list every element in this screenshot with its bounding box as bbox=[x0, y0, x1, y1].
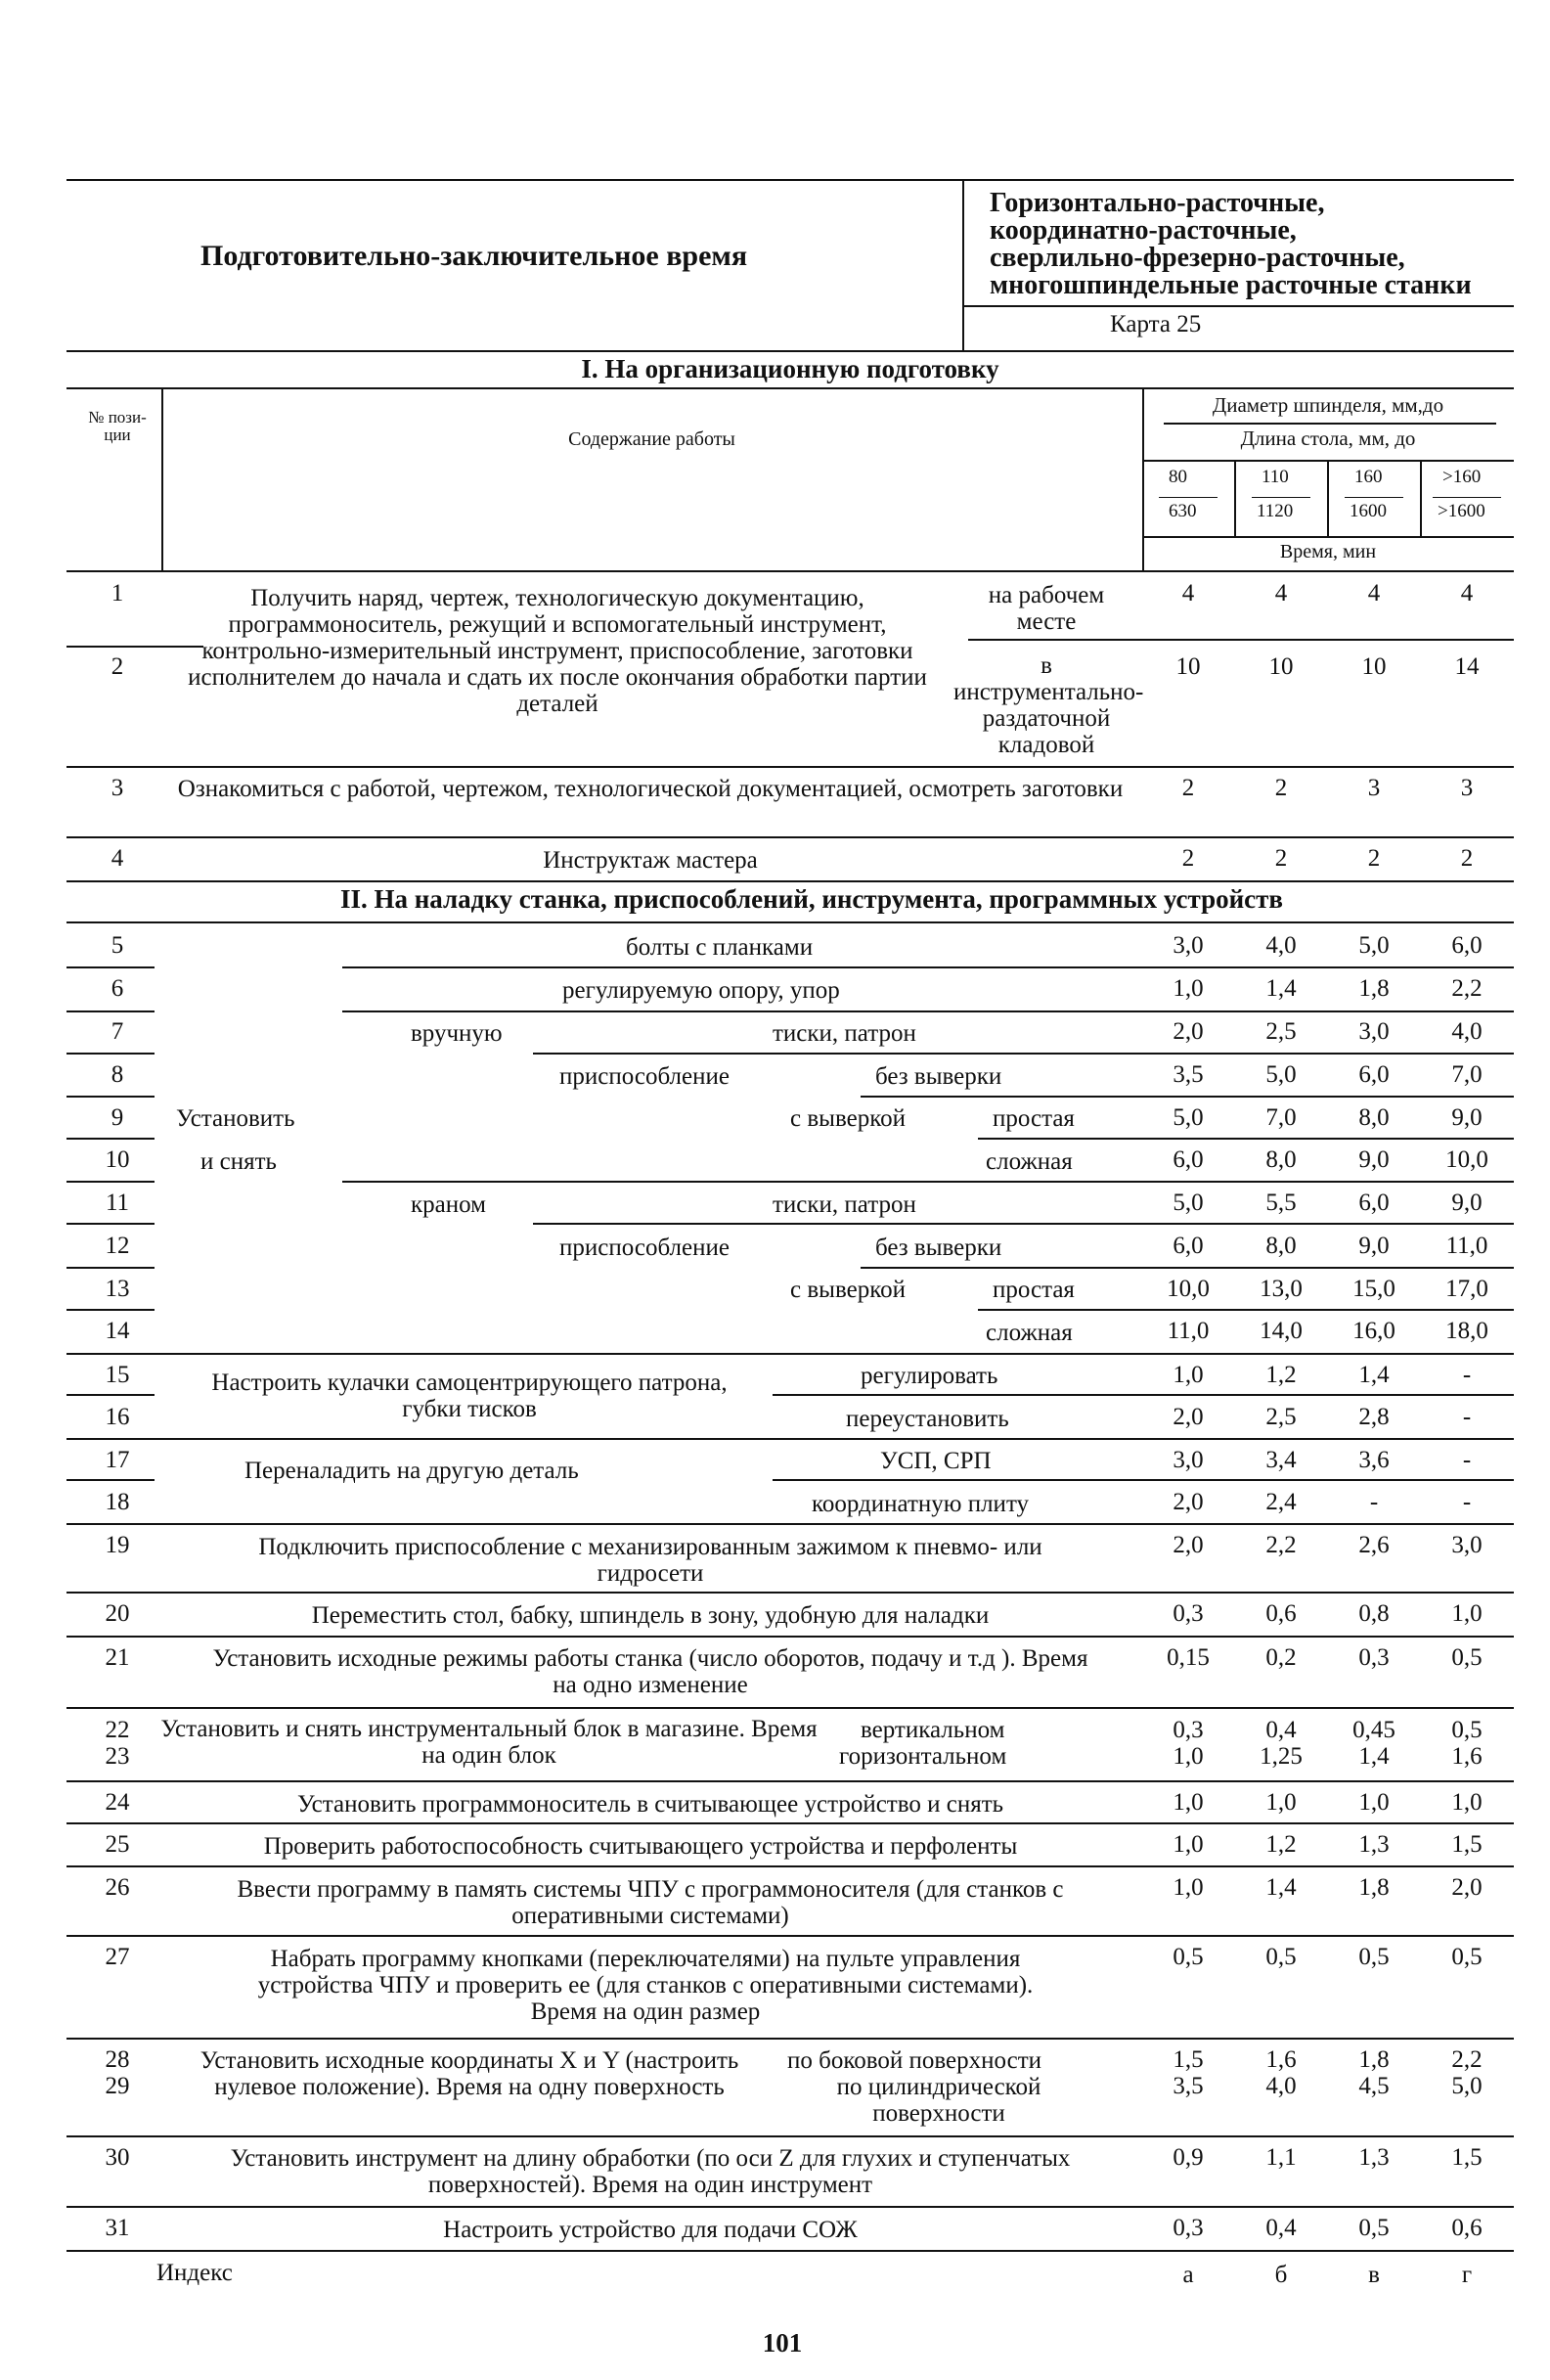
size-3-top: 160 bbox=[1354, 467, 1383, 487]
row-19-v4: 3,0 bbox=[1451, 1532, 1483, 1558]
row-10-v2: 8,0 bbox=[1265, 1146, 1297, 1173]
row-number-22: 22 bbox=[105, 1717, 130, 1743]
reinstall-label: переустановить bbox=[846, 1406, 1009, 1432]
row-26-v2: 1,4 bbox=[1265, 1874, 1297, 1901]
row-6-v4: 2,2 bbox=[1451, 975, 1483, 1002]
row-27-v4: 0,5 bbox=[1451, 1944, 1483, 1970]
row-1-v4: 4 bbox=[1460, 580, 1474, 606]
row-26-v4: 2,0 bbox=[1451, 1874, 1483, 1901]
with-align-crane: с выверкой bbox=[790, 1277, 906, 1303]
row-17-v1: 3,0 bbox=[1173, 1447, 1204, 1473]
row-25-v4: 1,5 bbox=[1451, 1831, 1483, 1858]
machine-type-3: сверлильно-фрезерно-расточные, bbox=[990, 243, 1405, 273]
row-30-v4: 1,5 bbox=[1451, 2144, 1483, 2171]
row-number-18: 18 bbox=[105, 1489, 130, 1515]
row-11-v4: 9,0 bbox=[1451, 1190, 1483, 1216]
row-30-v2: 1,1 bbox=[1265, 2144, 1297, 2171]
horizontal-label: горизонтальном bbox=[839, 1743, 1007, 1770]
fixture-label-manual: приспособление bbox=[559, 1063, 730, 1090]
size-2-bottom: 1120 bbox=[1257, 501, 1294, 521]
row-7-v2: 2,5 bbox=[1265, 1018, 1297, 1045]
complex-crane: сложная bbox=[986, 1320, 1073, 1346]
row-14-v3: 16,0 bbox=[1352, 1318, 1395, 1344]
row-29-v3: 4,5 bbox=[1358, 2073, 1390, 2099]
index-label: Индекс bbox=[156, 2260, 233, 2286]
row-19-v1: 2,0 bbox=[1173, 1532, 1204, 1558]
row-17-v3: 3,6 bbox=[1358, 1447, 1390, 1473]
row-21-description: Установить исходные режимы работы станка (число оборотов, подачу и т.д ). Время на одно изменение bbox=[212, 1645, 1088, 1698]
row-19-v3: 2,6 bbox=[1358, 1532, 1390, 1558]
row-4-v2: 2 bbox=[1274, 845, 1288, 872]
row-15-v1: 1,0 bbox=[1173, 1362, 1204, 1388]
row-8-v4: 7,0 bbox=[1451, 1061, 1483, 1088]
vise-label-crane: тиски, патрон bbox=[773, 1191, 916, 1218]
row-21-v1: 0,15 bbox=[1167, 1644, 1210, 1671]
row-9-v4: 9,0 bbox=[1451, 1104, 1483, 1131]
section-2-title: II. На наладку станка, приспособлений, инструмента, программных устройств bbox=[339, 884, 1284, 914]
row-26-description: Ввести программу в память системы ЧПУ с программоносителя (для станков с оперативными системами) bbox=[237, 1876, 1064, 1929]
support-label: регулируемую опору, упор bbox=[562, 977, 840, 1004]
row-28-v2: 1,6 bbox=[1265, 2046, 1297, 2073]
row-number-4: 4 bbox=[111, 845, 124, 872]
row-19-description: Подключить приспособление с механизированным зажимом к пневмо- или гидросети bbox=[258, 1534, 1042, 1587]
row-29-v2: 4,0 bbox=[1265, 2073, 1297, 2099]
row-25-description: Проверить работоспособность считывающего устройства и перфоленты bbox=[263, 1833, 1018, 1860]
row-6-v2: 1,4 bbox=[1265, 975, 1297, 1002]
row-8-v2: 5,0 bbox=[1265, 1061, 1297, 1088]
bolts-label: болты с планками bbox=[626, 934, 814, 961]
size-3-bottom: 1600 bbox=[1350, 501, 1387, 521]
row-30-description: Установить инструмент на длину обработки (по оси Z для глухих и ступенчатых поверхностей). Время на один инструмент bbox=[230, 2145, 1071, 2198]
row-5-v2: 4,0 bbox=[1265, 932, 1297, 959]
row-number-12: 12 bbox=[105, 1233, 130, 1259]
manual-label: вручную bbox=[411, 1020, 503, 1047]
row-1-place: на рабочем месте bbox=[988, 582, 1105, 635]
index-b: б bbox=[1274, 2262, 1288, 2288]
row-31-description: Настроить устройство для подачи СОЖ bbox=[443, 2217, 858, 2243]
row-2-v2: 10 bbox=[1268, 653, 1294, 680]
row-21-v2: 0,2 bbox=[1265, 1644, 1297, 1671]
row-3-v2: 2 bbox=[1274, 775, 1288, 801]
row-number-11: 11 bbox=[105, 1190, 130, 1216]
row-2-place: в инструментально-раздаточной кладовой bbox=[953, 652, 1144, 758]
complex-manual: сложная bbox=[986, 1148, 1073, 1175]
row-31-v3: 0,5 bbox=[1358, 2215, 1390, 2241]
row-24-v3: 1,0 bbox=[1358, 1789, 1390, 1816]
row-21-v4: 0,5 bbox=[1451, 1644, 1483, 1671]
row-1-v1: 4 bbox=[1181, 580, 1195, 606]
row-2-v4: 14 bbox=[1454, 653, 1480, 680]
row-number-3: 3 bbox=[111, 775, 124, 801]
side-surface-label: по боковой поверхности bbox=[787, 2047, 1042, 2074]
row-13-v4: 17,0 bbox=[1445, 1276, 1488, 1302]
row-18-v2: 2,4 bbox=[1265, 1489, 1297, 1515]
row-21-v3: 0,3 bbox=[1358, 1644, 1390, 1671]
row-24-v2: 1,0 bbox=[1265, 1789, 1297, 1816]
rows-22-23-description: Установить и снять инструментальный блок в магазине. Время на один блок bbox=[160, 1716, 818, 1769]
row-8-v3: 6,0 bbox=[1358, 1061, 1390, 1088]
row-16-v4: - bbox=[1462, 1404, 1472, 1430]
row-10-v3: 9,0 bbox=[1358, 1146, 1390, 1173]
cyl-surface-label: по цилиндрической поверхности bbox=[836, 2074, 1041, 2127]
no-align-manual: без выверки bbox=[875, 1063, 1002, 1090]
row-number-16: 16 bbox=[105, 1404, 130, 1430]
size-2-top: 110 bbox=[1262, 467, 1289, 487]
row-18-v4: - bbox=[1462, 1489, 1472, 1515]
section-1-title: I. На организационную подготовку bbox=[581, 354, 999, 383]
row-24-v1: 1,0 bbox=[1173, 1789, 1204, 1816]
row-5-v4: 6,0 bbox=[1451, 932, 1483, 959]
rows-15-16-description: Настроить кулачки самоцентрирующего патрона, губки тисков bbox=[211, 1370, 728, 1422]
size-1-top: 80 bbox=[1169, 467, 1187, 487]
remove-label: и снять bbox=[200, 1148, 277, 1175]
row-2-v3: 10 bbox=[1361, 653, 1387, 680]
row-25-v2: 1,2 bbox=[1265, 1831, 1297, 1858]
machine-type-4: многошпиндельные расточные станки bbox=[990, 270, 1472, 300]
row-12-v3: 9,0 bbox=[1358, 1233, 1390, 1259]
row-31-v2: 0,4 bbox=[1265, 2215, 1297, 2241]
row-23-v1: 1,0 bbox=[1173, 1743, 1204, 1770]
rows-1-2-description: Получить наряд, чертеж, технологическую документацию, программоноситель, режущий и вспомогательный инструмент, контрольно-измерительный инструмент, приспособление, заготовки исполнителем до начала и сдать их после окончания обработки партии деталей bbox=[188, 585, 927, 717]
row-25-v3: 1,3 bbox=[1358, 1831, 1390, 1858]
usp-label: УСП, СРП bbox=[880, 1448, 992, 1474]
diameter-header: Диаметр шпинделя, мм,до bbox=[1212, 393, 1444, 417]
row-number-28: 28 bbox=[105, 2046, 130, 2073]
row-28-v3: 1,8 bbox=[1358, 2046, 1390, 2073]
row-number-17: 17 bbox=[105, 1447, 130, 1473]
row-13-v1: 10,0 bbox=[1167, 1276, 1210, 1302]
row-9-v2: 7,0 bbox=[1265, 1104, 1297, 1131]
row-number-23: 23 bbox=[105, 1743, 130, 1770]
size-4-bottom: >1600 bbox=[1438, 501, 1485, 521]
row-1-v2: 4 bbox=[1274, 580, 1288, 606]
row-17-v4: - bbox=[1462, 1447, 1472, 1473]
row-8-v1: 3,5 bbox=[1173, 1061, 1204, 1088]
row-20-v2: 0,6 bbox=[1265, 1600, 1297, 1627]
page-number: 101 bbox=[762, 2328, 803, 2358]
row-22-v2: 0,4 bbox=[1265, 1717, 1297, 1743]
row-number-7: 7 bbox=[111, 1018, 124, 1045]
row-28-v4: 2,2 bbox=[1451, 2046, 1483, 2073]
row-27-v1: 0,5 bbox=[1173, 1944, 1204, 1970]
row-25-v1: 1,0 bbox=[1173, 1831, 1204, 1858]
row-7-v3: 3,0 bbox=[1358, 1018, 1390, 1045]
simple-crane: простая bbox=[993, 1277, 1075, 1303]
rows-17-18-description: Переналадить на другую деталь bbox=[244, 1458, 579, 1484]
row-number-15: 15 bbox=[105, 1362, 130, 1388]
row-17-v2: 3,4 bbox=[1265, 1447, 1297, 1473]
row-15-v4: - bbox=[1462, 1362, 1472, 1388]
row-11-v3: 6,0 bbox=[1358, 1190, 1390, 1216]
size-4-top: >160 bbox=[1442, 467, 1482, 487]
row-5-v1: 3,0 bbox=[1173, 932, 1204, 959]
row-16-v2: 2,5 bbox=[1265, 1404, 1297, 1430]
row-27-description: Набрать программу кнопками (переключателями) на пульте управления устройства ЧПУ и проверить ее (для станков с оперативными системами). Время на один размер bbox=[257, 1946, 1034, 2025]
machine-type-1: Горизонтально-расточные, bbox=[990, 188, 1325, 218]
row-12-v1: 6,0 bbox=[1173, 1233, 1204, 1259]
row-16-v1: 2,0 bbox=[1173, 1404, 1204, 1430]
row-20-description: Переместить стол, бабку, шпиндель в зону, удобную для наладки bbox=[311, 1602, 990, 1629]
row-15-v2: 1,2 bbox=[1265, 1362, 1297, 1388]
index-a: а bbox=[1182, 2262, 1194, 2288]
row-22-v4: 0,5 bbox=[1451, 1717, 1483, 1743]
row-9-v1: 5,0 bbox=[1173, 1104, 1204, 1131]
row-24-description: Установить программоноситель в считывающее устройство и снять bbox=[296, 1791, 1004, 1818]
row-4-description: Инструктаж мастера bbox=[543, 847, 758, 874]
coord-plate-label: координатную плиту bbox=[812, 1491, 1030, 1517]
machine-type-2: координатно-расточные, bbox=[990, 215, 1297, 246]
row-7-v1: 2,0 bbox=[1173, 1018, 1204, 1045]
crane-label: краном bbox=[411, 1191, 486, 1218]
row-15-v3: 1,4 bbox=[1358, 1362, 1390, 1388]
row-24-v4: 1,0 bbox=[1451, 1789, 1483, 1816]
row-9-v3: 8,0 bbox=[1358, 1104, 1390, 1131]
row-number-25: 25 bbox=[105, 1831, 130, 1858]
row-13-v2: 13,0 bbox=[1260, 1276, 1303, 1302]
row-number-13: 13 bbox=[105, 1276, 130, 1302]
row-number-21: 21 bbox=[105, 1644, 130, 1671]
row-number-26: 26 bbox=[105, 1874, 130, 1901]
row-5-v3: 5,0 bbox=[1358, 932, 1390, 959]
row-30-v3: 1,3 bbox=[1358, 2144, 1390, 2171]
row-31-v4: 0,6 bbox=[1451, 2215, 1483, 2241]
row-2-v1: 10 bbox=[1175, 653, 1201, 680]
row-4-v4: 2 bbox=[1460, 845, 1474, 872]
row-23-v4: 1,6 bbox=[1451, 1743, 1483, 1770]
row-20-v3: 0,8 bbox=[1358, 1600, 1390, 1627]
row-7-v4: 4,0 bbox=[1451, 1018, 1483, 1045]
row-23-v3: 1,4 bbox=[1358, 1743, 1390, 1770]
row-30-v1: 0,9 bbox=[1173, 2144, 1204, 2171]
row-6-v1: 1,0 bbox=[1173, 975, 1204, 1002]
time-header: Время, мин bbox=[1279, 541, 1377, 562]
row-28-v1: 1,5 bbox=[1173, 2046, 1204, 2073]
row-number-10: 10 bbox=[105, 1146, 130, 1173]
card-number: Карта 25 bbox=[1110, 311, 1202, 337]
simple-manual: простая bbox=[993, 1105, 1075, 1132]
row-27-v3: 0,5 bbox=[1358, 1944, 1390, 1970]
no-align-crane: без выверки bbox=[875, 1235, 1002, 1261]
row-10-v4: 10,0 bbox=[1445, 1146, 1488, 1173]
row-20-v4: 1,0 bbox=[1451, 1600, 1483, 1627]
row-13-v3: 15,0 bbox=[1352, 1276, 1395, 1302]
row-12-v2: 8,0 bbox=[1265, 1233, 1297, 1259]
row-number-9: 9 bbox=[111, 1104, 124, 1131]
position-column-header: № пози-ции bbox=[88, 408, 147, 444]
fixture-label-crane: приспособление bbox=[559, 1235, 730, 1261]
row-14-v2: 14,0 bbox=[1260, 1318, 1303, 1344]
row-number-5: 5 bbox=[111, 932, 124, 959]
row-12-v4: 11,0 bbox=[1445, 1233, 1488, 1259]
row-18-v1: 2,0 bbox=[1173, 1489, 1204, 1515]
row-11-v1: 5,0 bbox=[1173, 1190, 1204, 1216]
row-number-24: 24 bbox=[105, 1789, 130, 1816]
row-number-1: 1 bbox=[111, 580, 124, 606]
row-number-27: 27 bbox=[105, 1944, 130, 1970]
rows-28-29-description: Установить исходные координаты X и Y (настроить нулевое положение). Время на одну поверхность bbox=[199, 2047, 739, 2100]
row-1-v3: 4 bbox=[1367, 580, 1381, 606]
row-16-v3: 2,8 bbox=[1358, 1404, 1390, 1430]
row-number-29: 29 bbox=[105, 2073, 130, 2099]
row-29-v1: 3,5 bbox=[1173, 2073, 1204, 2099]
row-3-v1: 2 bbox=[1181, 775, 1195, 801]
row-10-v1: 6,0 bbox=[1173, 1146, 1204, 1173]
row-number-31: 31 bbox=[105, 2215, 130, 2241]
length-header: Длина стола, мм, до bbox=[1240, 427, 1416, 450]
row-4-v1: 2 bbox=[1181, 845, 1195, 872]
row-3-v4: 3 bbox=[1460, 775, 1474, 801]
row-number-8: 8 bbox=[111, 1061, 124, 1088]
row-number-6: 6 bbox=[111, 975, 124, 1002]
row-14-v1: 11,0 bbox=[1167, 1318, 1210, 1344]
page-title: Подготовительно-заключительное время bbox=[200, 240, 748, 272]
row-19-v2: 2,2 bbox=[1265, 1532, 1297, 1558]
row-6-v3: 1,8 bbox=[1358, 975, 1390, 1002]
row-18-v3: - bbox=[1369, 1489, 1379, 1515]
row-23-v2: 1,25 bbox=[1260, 1743, 1303, 1770]
vertical-label: вертикальном bbox=[861, 1717, 1005, 1743]
index-c: в bbox=[1368, 2262, 1380, 2288]
row-number-20: 20 bbox=[105, 1600, 130, 1627]
row-3-v3: 3 bbox=[1367, 775, 1381, 801]
row-number-30: 30 bbox=[105, 2144, 130, 2171]
adjust-label: регулировать bbox=[861, 1363, 998, 1389]
row-number-19: 19 bbox=[105, 1532, 130, 1558]
row-29-v4: 5,0 bbox=[1451, 2073, 1483, 2099]
row-number-14: 14 bbox=[105, 1318, 130, 1344]
row-26-v3: 1,8 bbox=[1358, 1874, 1390, 1901]
row-20-v1: 0,3 bbox=[1173, 1600, 1204, 1627]
size-1-bottom: 630 bbox=[1169, 501, 1197, 521]
vise-label-manual: тиски, патрон bbox=[773, 1020, 916, 1047]
row-3-description: Ознакомиться с работой, чертежом, технологической документацией, осмотреть заготовки bbox=[177, 776, 1124, 802]
index-d: г bbox=[1461, 2262, 1473, 2288]
row-number-2: 2 bbox=[111, 653, 124, 680]
row-11-v2: 5,5 bbox=[1265, 1190, 1297, 1216]
row-31-v1: 0,3 bbox=[1173, 2215, 1204, 2241]
with-align-manual: с выверкой bbox=[790, 1105, 906, 1132]
row-4-v3: 2 bbox=[1367, 845, 1381, 872]
row-14-v4: 18,0 bbox=[1445, 1318, 1488, 1344]
content-column-header: Содержание работы bbox=[568, 428, 735, 450]
row-26-v1: 1,0 bbox=[1173, 1874, 1204, 1901]
row-22-v3: 0,45 bbox=[1352, 1717, 1395, 1743]
install-label: Установить bbox=[176, 1105, 295, 1132]
row-22-v1: 0,3 bbox=[1173, 1717, 1204, 1743]
row-27-v2: 0,5 bbox=[1265, 1944, 1297, 1970]
